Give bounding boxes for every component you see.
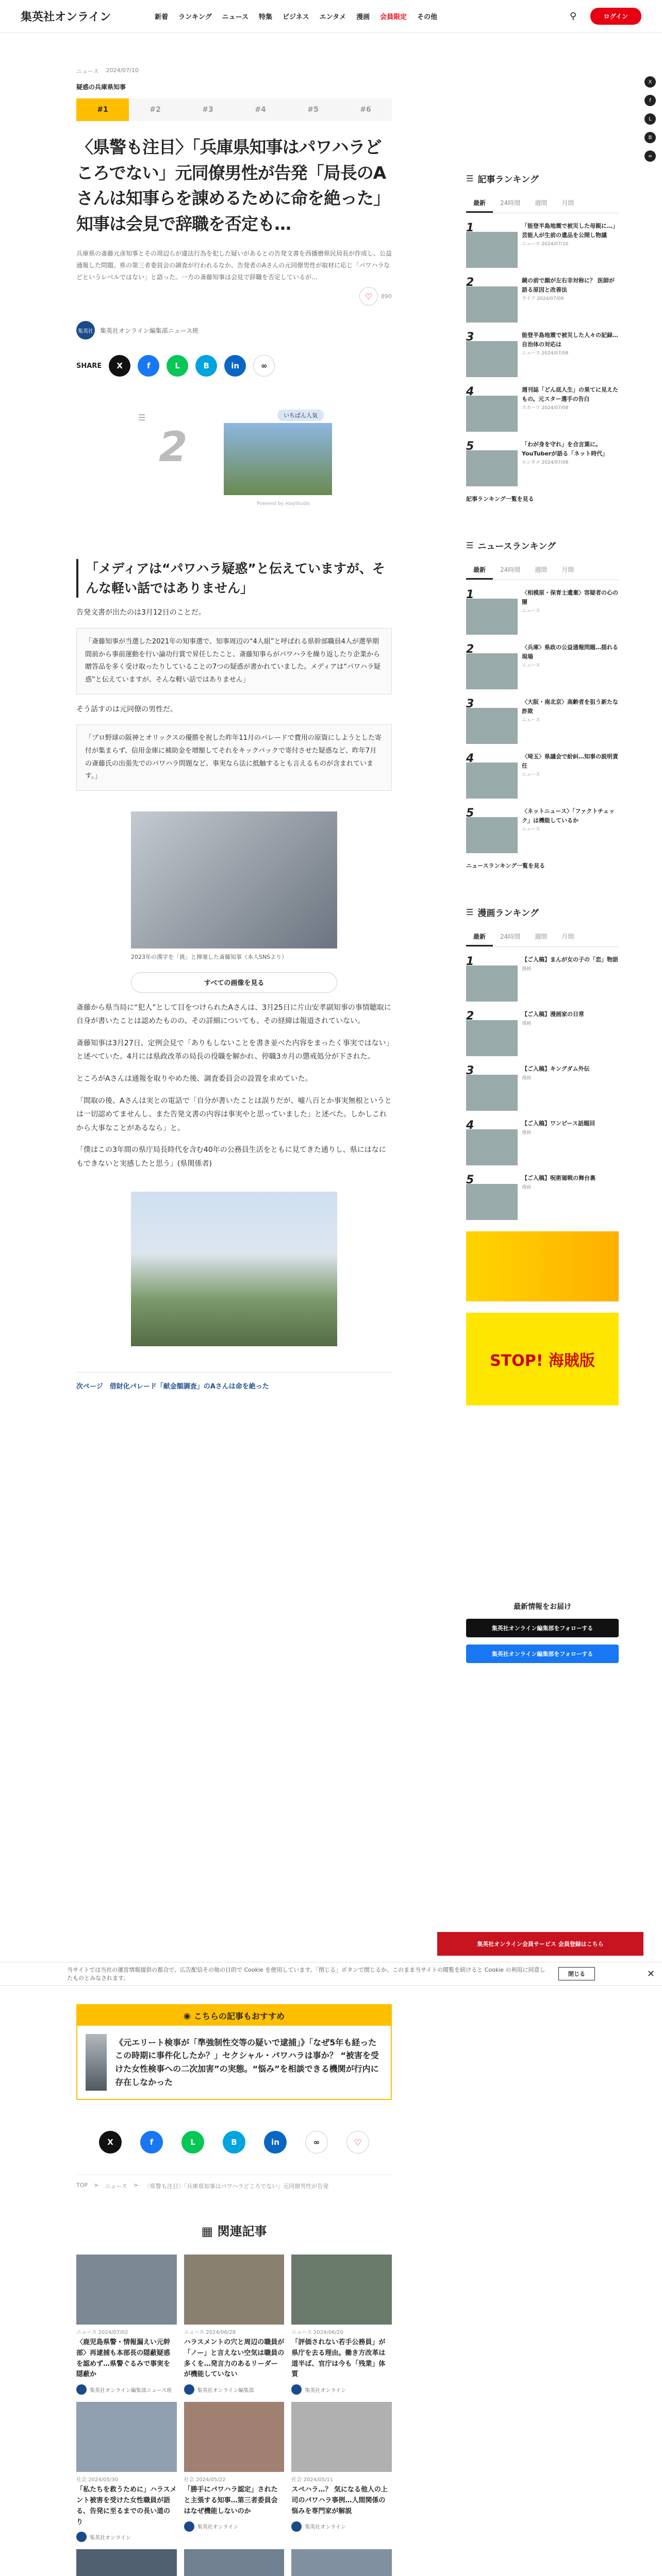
crumb-top[interactable]: TOP (76, 2182, 88, 2189)
rank-number: 4 (466, 752, 474, 765)
rank-title-text: 〈ネットニュース〉「ファクトチェック」は機能しているか (522, 808, 615, 824)
related-author[interactable] (184, 2521, 285, 2532)
ranking-tab[interactable]: 最新 (466, 561, 493, 580)
article-lead: 兵庫県の斎藤元彦知事とその周辺らが違法行為を犯した疑いがあるとの告発文書を西播磨県民局長が作成し、公益通報した問題。県の第三者委員会の調査が行われるなか、告発者のAさんの元同僚男性が取材に応じ「パワハラなどというレベルではない」と語った。一方の斎藤知事は会見で辞職を否定しているが… (76, 250, 392, 281)
rank-title-text: 【ご入稿】漫画家の日常 (522, 1011, 584, 1018)
recommend-body (77, 2026, 391, 2099)
rank-thumb[interactable] (466, 708, 518, 744)
page-tab[interactable]: #1 (76, 98, 129, 121)
related-author-name: 集英社オンライン (90, 2535, 131, 2541)
section-heading: 「メディアは“パワハラ疑惑”と伝えていますが、そんな軽い話ではありません」 (76, 559, 392, 598)
rank-number: 3 (466, 698, 474, 710)
page-tab[interactable]: #5 (307, 106, 319, 114)
rank-title[interactable] (522, 1010, 584, 1056)
x-share-button[interactable]: X (109, 355, 130, 377)
author-avatar (76, 2384, 87, 2395)
nav-item[interactable]: ランキング (178, 13, 212, 21)
rank-title[interactable] (522, 440, 619, 486)
favorite-heart-icon[interactable]: ♡ (359, 287, 378, 306)
rank-meta: ライフ 2024/07/09 (522, 296, 564, 302)
rank-title-text: 〈大阪・南北京〉高齢者を狙う新たな詐欺 (522, 699, 618, 715)
follow-facebook-button[interactable]: 集英社オンライン編集部をフォローする (466, 1645, 619, 1663)
ranking-icon: ☰ (466, 907, 474, 917)
author-block (76, 321, 392, 340)
recommend-title[interactable]: 《元エリート検事が「準強制性交等の疑いで逮捕」》「なぜ5年も経ったこの時期に事件化したか？」セクシャル・パワハラは事か？ “被害を受けた女性検事への二次加害”の実態。“悩み”を相談できる機関が行内に存在しなかった (115, 2037, 379, 2087)
rank-number: 1 (466, 955, 474, 968)
ranking-item[interactable] (466, 1119, 619, 1165)
related-thumb[interactable] (291, 2549, 392, 2576)
related-author-name: 集英社オンライン (305, 2387, 346, 2394)
floating-share (644, 76, 656, 162)
rank-title[interactable] (522, 643, 619, 689)
rank-title-text: 【ご入稿】キングダム外伝 (522, 1065, 590, 1072)
promo-banner[interactable] (466, 1231, 619, 1301)
site-header (0, 0, 662, 33)
rank-title-text: 週刊誌「どん底人生」の果てに見えたもの。元スター選手の告白 (522, 386, 618, 402)
related-thumb[interactable] (291, 2402, 392, 2472)
ranking-item[interactable] (466, 643, 619, 689)
related-thumb[interactable] (76, 2402, 177, 2472)
ad-image[interactable] (224, 423, 332, 495)
manga-ranking (466, 906, 619, 1220)
related-card[interactable] (184, 2255, 285, 2395)
news-ranking-heading: ☰ ニュースランキング (466, 540, 556, 552)
line-share-icon[interactable]: L (644, 113, 656, 125)
rank-thumb[interactable] (466, 653, 518, 689)
related-heading: ▦ 関連記事 (201, 2224, 267, 2239)
rank-title[interactable] (522, 752, 619, 799)
ranking-tab[interactable]: 最新 (466, 194, 493, 213)
line-share-button[interactable]: L (181, 2131, 204, 2154)
related-card[interactable] (76, 2255, 177, 2395)
related-icon: ▦ (201, 2224, 218, 2239)
related-meta: ニュース 2024/07/02 (76, 2330, 128, 2335)
rank-meta: ニュース 2024/07/10 (522, 242, 569, 247)
facebook-share-button[interactable]: f (140, 2131, 163, 2154)
rank-title-text: 【ご入稿】ワンピース話題回 (522, 1120, 595, 1127)
rank-thumb[interactable] (466, 762, 518, 799)
rank-title[interactable] (522, 955, 618, 1002)
rank-number: 1 (466, 222, 474, 234)
author-avatar (291, 2384, 302, 2395)
paragraph: 「間取の後、Aさんは実との電話で「自分が書いたことは誤りだが、嘘八百とか事実無根というとは一切認めてませんし、また告発文書の内容は事実やと思っていました」と述べた。しかしこれから大事なことがあるなら」と。 (76, 1096, 392, 1132)
ranking-tabs (466, 194, 619, 213)
linkedin-share-button[interactable]: in (224, 355, 246, 377)
rank-title[interactable] (522, 588, 619, 635)
ranking-list (466, 222, 619, 486)
rank-number: 3 (466, 1064, 474, 1077)
rank-thumb[interactable] (466, 450, 518, 486)
paragraph: そう話すのは元同僚の男性だ。 (76, 705, 177, 714)
related-author[interactable] (291, 2521, 392, 2532)
article-ranking (466, 172, 619, 503)
author-avatar (291, 2521, 302, 2532)
ranking-item[interactable] (466, 440, 619, 486)
author-avatar (76, 2532, 87, 2542)
rank-title[interactable] (522, 276, 619, 323)
ad-tag: いちばん人気 (277, 410, 324, 421)
related-author[interactable] (76, 2532, 177, 2542)
rank-title-text: 「能登半島地震で被災した母親に…」芸能人が生前の遺品を公開し物議 (522, 223, 618, 239)
stop-piracy-banner[interactable]: STOP! 海賊版 (466, 1313, 619, 1405)
related-card[interactable] (291, 2255, 392, 2395)
rank-meta: ニュース (522, 718, 540, 723)
view-all-images-button[interactable]: すべての画像を見る (131, 972, 337, 993)
related-meta: 社会 2024/05/30 (76, 2477, 118, 2483)
ad-rank-number: 2 (159, 423, 188, 471)
paragraph: 告発文書が出たのは3月12日のことだ。 (76, 608, 206, 617)
ranking-item[interactable] (466, 331, 619, 377)
ranking-item[interactable] (466, 276, 619, 323)
ranking-tab[interactable]: 週間 (535, 933, 548, 940)
search-icon[interactable]: ⚲ (570, 11, 577, 22)
rank-meta: ニュース 2024/07/09 (522, 351, 569, 357)
rank-thumb[interactable] (466, 286, 518, 323)
rank-meta: 漫画 (522, 1075, 532, 1081)
related-thumb[interactable] (184, 2549, 285, 2576)
rank-thumb[interactable] (466, 396, 518, 432)
ranking-tab[interactable]: 最新 (466, 928, 493, 946)
news-ranking (466, 539, 619, 870)
related-card[interactable] (291, 2549, 392, 2576)
rank-number: 4 (466, 1119, 474, 1132)
crumb-date: 2024/07/10 (106, 67, 139, 74)
breadcrumb (76, 67, 392, 75)
related-card[interactable] (76, 2402, 177, 2542)
rank-title-text: 〈兵庫〉県政の公益通報問題…揺れる現場 (522, 644, 618, 660)
recommend-icon: ◉ (183, 2010, 191, 2021)
breadcrumb-bottom (76, 2174, 392, 2190)
ranking-tab[interactable]: 月間 (561, 566, 574, 573)
author-avatar (184, 2384, 194, 2395)
related-title[interactable]: 〈鹿児島県警・情報漏えい元幹部〉再逮捕も本部長の隠蔽疑惑を認めず…県警ぐるみで事実を隠蔽か (76, 2338, 171, 2379)
rank-title[interactable] (522, 1064, 589, 1111)
share-label: SHARE (76, 362, 102, 370)
ranking-item[interactable] (466, 385, 619, 432)
series-pager (76, 98, 392, 121)
share-bar-bottom (76, 2131, 392, 2154)
crumb-current: 〈県警も注目〉「兵庫県知事はパワハラどころでない」元同僚男性が告発 (144, 2183, 329, 2190)
rank-meta: 漫画 (522, 1021, 532, 1026)
sidebar (466, 33, 619, 2576)
site-logo[interactable]: 集英社オンライン (21, 10, 111, 24)
ad-powered-by: Powered by AlayStudio (257, 501, 310, 507)
nav-item[interactable]: 漫画 (356, 13, 370, 21)
manga-ranking-heading: ☰ 漫画ランキング (466, 907, 539, 919)
close-icon[interactable]: ✕ (647, 1968, 655, 1979)
related-author[interactable] (184, 2384, 285, 2395)
ranking-item[interactable] (466, 698, 619, 744)
rank-thumb[interactable] (466, 1129, 518, 1165)
related-author-name: 集英社オンライン編集部 (197, 2387, 254, 2394)
copy-link-icon[interactable]: ∞ (644, 150, 656, 162)
page-tab[interactable]: #3 (202, 106, 213, 114)
manga-ranking-list (466, 955, 619, 1220)
recommend-box[interactable] (76, 2004, 392, 2100)
favorite-count: 890 (381, 293, 392, 300)
page-tab[interactable]: #2 (150, 106, 161, 114)
author-name[interactable]: 集英社オンライン編集部ニュース班 (100, 327, 199, 334)
follow-x-button[interactable]: 集英社オンライン編集部をフォローする (466, 1619, 619, 1637)
hatena-share-icon[interactable]: B (644, 132, 656, 143)
rank-meta: スポーツ 2024/07/08 (522, 405, 569, 411)
rank-title[interactable] (522, 331, 619, 377)
cookie-close-button[interactable]: 閉じる (558, 1967, 595, 1980)
nav-item[interactable]: ビジネス (283, 13, 309, 21)
hatena-share-button[interactable]: B (195, 355, 217, 377)
rank-title-text: 〈埼玉〉県議会で紛糾…知事の説明責任 (522, 753, 618, 769)
ad-widget[interactable] (138, 392, 334, 526)
ranking-tab[interactable]: 週間 (535, 566, 548, 573)
x-share-icon[interactable]: X (644, 76, 656, 88)
login-button[interactable]: ログイン (590, 8, 641, 25)
copy-link-button[interactable]: ∞ (305, 2131, 328, 2154)
nav-item[interactable]: 新着 (155, 13, 169, 21)
rank-meta: ニュース (522, 772, 540, 778)
facebook-share-button[interactable]: f (138, 355, 159, 377)
news-ranking-list (466, 588, 619, 853)
ranking-icon: ☰ (466, 174, 474, 183)
share-bar (76, 355, 392, 377)
related-author-name: 集英社オンライン (305, 2524, 346, 2531)
ranking-item[interactable] (466, 955, 619, 1002)
ranking-tab[interactable]: 月間 (561, 199, 574, 207)
nav-item[interactable]: 特集 (259, 13, 273, 21)
rank-meta: ニュース (522, 827, 540, 833)
rank-title-text: 【ご入稿】呪術廻戦の舞台裏 (522, 1175, 595, 1181)
nav-item[interactable]: その他 (417, 13, 438, 21)
ranking-item[interactable] (466, 222, 619, 268)
rank-thumb[interactable] (466, 1184, 518, 1220)
favorite-area (76, 287, 392, 306)
linkedin-share-button[interactable]: in (264, 2131, 287, 2154)
follow-block (466, 1601, 619, 1663)
news-ranking-more-link[interactable]: ニュースランキング一覧を見る (466, 862, 545, 869)
menu-icon[interactable]: ☰ (138, 413, 146, 423)
author-avatar[interactable]: 集英社 (76, 321, 95, 340)
rank-number: 4 (466, 385, 474, 398)
rank-meta: ニュース (522, 608, 540, 614)
rank-thumb[interactable] (466, 817, 518, 853)
rank-title-text: 鏡の前で顔が左右非対称に？ 医師が語る原因と改善法 (522, 277, 615, 293)
article-photo[interactable] (131, 811, 337, 948)
rank-title-text: 「わが身を守れ」を合言葉に。YouTuberが語る「ネット時代」 (522, 441, 608, 457)
crumb-category[interactable]: ニュース (76, 68, 99, 75)
photo-caption: 2023年の漢字を「挑」と揮毫した斎藤知事（本人SNSより） (131, 954, 288, 961)
ranking-item[interactable] (466, 1174, 619, 1220)
recommend-thumb[interactable] (86, 2034, 107, 2091)
manga-ranking-tabs (466, 928, 619, 947)
related-meta: ニュース 2024/06/20 (291, 2330, 343, 2335)
related-card[interactable] (184, 2549, 285, 2576)
rank-meta: ニュース (522, 663, 540, 669)
related-thumb[interactable] (184, 2402, 285, 2472)
related-card[interactable] (76, 2549, 177, 2576)
favorite-heart-icon[interactable]: ♡ (346, 2131, 369, 2154)
related-title[interactable]: スペハラ…？ 気になる他人の上司のパワハラ事例…人間関係の悩みを専門家が解説 (291, 2486, 388, 2515)
article-title: 〈県警も注目〉「兵庫県知事はパワハラどころでない」元同僚男性が告発「局長のAさんは知事らを諌めるために命を絶った」知事は会見で辞職を否定も… (76, 137, 390, 234)
rank-thumb[interactable] (466, 341, 518, 377)
related-title[interactable]: 「評価されない若手公務員」が県庁を去る理由。働き方改革は道半ば、官庁は今も「残業」体質 (291, 2338, 386, 2379)
related-card[interactable] (184, 2402, 285, 2542)
rank-thumb[interactable] (466, 232, 518, 268)
rank-number: 3 (466, 331, 474, 344)
series-category[interactable]: 疑惑の兵庫県知事 (76, 83, 126, 91)
related-thumb[interactable] (76, 2255, 177, 2325)
quote-box: 「斎藤知事が当選した2021年の知事選で、知事周辺の“4人組”と呼ばれる県幹部職員4人が選挙期間前から事前運動を行い論功行賞で昇任したこと、斎藤知事らがパワハラを繰り返したり企業から贈答品を多く受け取ったりしていることの7つの疑惑が書かれていました。メディアは“パワハラ疑惑”と伝えていますが、そんな軽い話ではありません」 (76, 628, 392, 694)
related-thumb[interactable] (76, 2549, 177, 2576)
rank-title-text: 能登半島地震で被災した人々の記録…自治体の対応は (522, 332, 618, 348)
related-title[interactable]: 「勝手にパワハラ認定」されたと主張する知事…第三者委員会はなぜ機能しないのか (184, 2486, 278, 2515)
author-avatar (184, 2521, 194, 2532)
related-author[interactable] (76, 2384, 177, 2395)
paragraph: 斎藤知事は3月27日、定例会見で「ありもしないことを書き並べた内容をまったく事実ではない」と述べていた。4月には県政改革の局長の役職を解かれ、停職3カ月の懲戒処分が下された。 (76, 1039, 390, 1061)
quote-box: 「プロ野球の阪神とオリックスの優勝を祝した昨年11月のパレードで費用の原資にしようとした寄付が集まらず、信用金庫に補助金を増額してそれをキックバックで寄付させた疑惑など、昨年7月の斎藤氏の出張先でのパワハラ問題など、事実なら法に抵触するとも言えるものが含まれています。」 (76, 724, 392, 791)
related-author-name: 集英社オンライン (197, 2524, 239, 2531)
ranking-tab[interactable]: 24時間 (500, 566, 521, 573)
rank-title[interactable] (522, 1119, 595, 1165)
line-share-button[interactable]: L (167, 355, 188, 377)
related-meta: ニュース 2024/06/28 (184, 2330, 236, 2335)
related-thumb[interactable] (184, 2255, 285, 2325)
main-nav (155, 11, 568, 21)
crumb-separator: > (133, 2182, 138, 2189)
rank-thumb[interactable] (466, 1020, 518, 1056)
x-share-button[interactable]: X (99, 2131, 122, 2154)
rank-title[interactable] (522, 807, 619, 853)
ranking-tab[interactable]: 24時間 (500, 199, 521, 207)
next-page-link[interactable]: 次ページ 借財化パレード「献金額調査」のAさんは命を絶った (76, 1372, 392, 1391)
rank-thumb[interactable] (466, 599, 518, 635)
copy-link-button[interactable]: ∞ (253, 355, 275, 377)
nav-item[interactable]: 会員限定 (380, 13, 407, 21)
ranking-icon: ☰ (466, 540, 474, 550)
article-footer (76, 2004, 392, 2576)
rank-meta: 漫画 (522, 1130, 532, 1136)
ranking-item[interactable] (466, 1064, 619, 1111)
news-ranking-tabs (466, 561, 619, 580)
cookie-text: 当サイトでは当社の運営情報提供の都合で、広告配信その他の目的で Cookie を使用しています。「閉じる」ボタンで閉じるか、このまま当サイトの閲覧を続けると Cookie の利用に同意したものとみなされます。 (67, 1967, 545, 1981)
ranking-item[interactable] (466, 752, 619, 799)
ranking-heading: ☰ 記事ランキング (466, 174, 539, 185)
related-thumb[interactable] (291, 2255, 392, 2325)
rank-title-text: 〈相模原・保育士遺棄〉容疑者の心の闇 (522, 589, 618, 605)
rank-number: 2 (466, 276, 474, 289)
page-tab[interactable]: #6 (360, 106, 371, 114)
rank-title[interactable] (522, 385, 619, 432)
ranking-more-link[interactable]: 記事ランキング一覧を見る (466, 496, 534, 502)
paragraph: ところがAさんは通報を取りやめた後、調査委員会の設置を求めていた。 (76, 1075, 312, 1083)
recommend-header: ◉ こちらの記事もおすすめ (77, 2005, 391, 2026)
rank-number: 5 (466, 807, 474, 820)
related-title[interactable]: 「私たちを救うために」ハラスメント被害を受けた女性職員が語る、告発に至るまでの長い道のり (76, 2486, 177, 2526)
rank-thumb[interactable] (466, 1075, 518, 1111)
ranking-tab[interactable]: 24時間 (500, 933, 521, 940)
ranking-tab[interactable]: 週間 (535, 199, 548, 207)
related-meta: 社会 2024/05/11 (291, 2477, 334, 2483)
rank-meta: 漫画 (522, 1184, 532, 1190)
facebook-share-icon[interactable]: f (644, 95, 656, 106)
related-meta: 社会 2024/05/22 (184, 2477, 226, 2483)
rank-number: 5 (466, 1174, 474, 1187)
rank-number: 1 (466, 588, 474, 601)
nav-item[interactable]: ニュース (222, 13, 249, 21)
paragraph: 「僕はこの3年間の県庁局長時代を含む40年の公務員生活をともに見てきた通りし、県にはなにもできないと実感したと思う」(県関係者) (76, 1146, 386, 1168)
nav-item[interactable]: エンタメ (319, 13, 346, 21)
crumb-separator: > (94, 2182, 99, 2189)
ranking-item[interactable] (466, 807, 619, 853)
hatena-share-button[interactable]: B (223, 2131, 245, 2154)
article-photo-building[interactable] (131, 1192, 337, 1346)
crumb-news[interactable]: ニュース (105, 2183, 127, 2190)
related-grid (76, 2255, 392, 2576)
rank-title[interactable] (522, 698, 619, 744)
bottom-ad-banner[interactable]: 集英社オンライン会員サービス 会員登録はこちら (437, 1932, 643, 1956)
rank-number: 2 (466, 1010, 474, 1023)
ranking-item[interactable] (466, 1010, 619, 1056)
related-author-name: 集英社オンライン編集部ニュース班 (90, 2387, 172, 2394)
rank-title[interactable] (522, 1174, 595, 1220)
follow-heading: 最新情報をお届け (514, 1603, 571, 1611)
related-author[interactable] (291, 2384, 392, 2395)
rank-title-text: 【ご入稿】まんが女の子の「恋」物語 (522, 956, 618, 963)
ranking-item[interactable] (466, 588, 619, 635)
rank-meta: 漫画 (522, 966, 532, 972)
ranking-tab[interactable]: 月間 (561, 933, 574, 940)
page-tab[interactable]: #4 (255, 106, 266, 114)
rank-number: 2 (466, 643, 474, 656)
rank-thumb[interactable] (466, 965, 518, 1002)
paragraph: 斎藤から県当局に“犯人”として目をつけられたAさんは、3月25日に片山安孝副知事の事情聴取に自身が書いたことは認めたものの、その詳細についても、その経緯は報道されていない。 (76, 1003, 391, 1026)
related-title[interactable]: ハラスメントの穴と周辺の職員が「ノー」と言えない空気は職員の多くを…発言力のあるリーダーが機能していない (184, 2338, 285, 2379)
rank-number: 5 (466, 440, 474, 453)
rank-meta: エンタメ 2024/07/08 (522, 460, 569, 466)
related-card[interactable] (291, 2402, 392, 2542)
rank-title[interactable] (522, 222, 619, 268)
